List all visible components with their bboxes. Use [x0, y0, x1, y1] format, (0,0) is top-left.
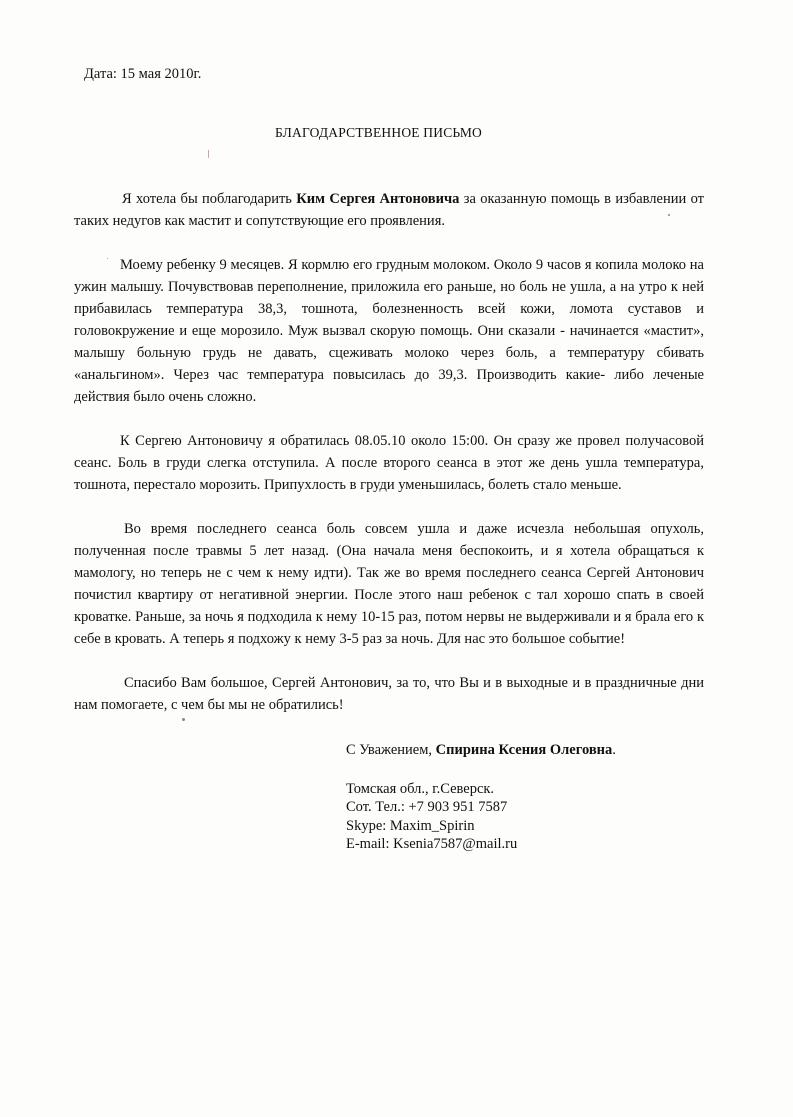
contact-region: Томская обл., г.Северск.: [346, 780, 495, 797]
signature-name: Спирина Ксения Олеговна: [435, 742, 613, 758]
signature-line: [346, 741, 616, 760]
paragraph-gratitude-end: за оказанную помощь в избавлении от таких недугов как мастит и сопутствующие его проявления.: [74, 191, 704, 229]
scan-speck: [182, 718, 185, 721]
paragraph-gratitude-start: Я хотела бы поблагодарить: [122, 191, 297, 207]
letter-body: [74, 188, 704, 738]
contact-details: [346, 780, 616, 854]
paragraph-thanks: Спасибо Вам большое, Сергей Антонович, за то, что Вы и в выходные и в праздничные дни нам помогаете, с чем бы мы не обратились!: [74, 675, 704, 713]
contact-email: E-mail: Ksenia7587@mail.ru: [346, 836, 518, 852]
letter-date: Дата: 15 мая 2010г.: [84, 66, 202, 82]
contact-phone: Сот. Тел.: +7 903 951 7587: [346, 799, 508, 815]
paragraph-treatment: К Сергею Антоновичу я обратилась 08.05.10 около 15:00. Он сразу же провел получасовой сеанс. Боль в груди слегка отступила. А после второго сеанса в этот же день ушла температура, тошнота, перестало морозить. Припухлость в груди уменьшилась, болеть стало меньше.: [74, 433, 704, 493]
paragraph-symptoms: Моему ребенку 9 месяцев. Я кормлю его грудным молоком. Около 9 часов я копила молоко на ужин малышу. Почувствовав переполнение, приложила его раньше, но боль не ушла, а на утро к ней прибавилась температура 38,3, тошнота, болезненность всей кожи, ломота суставов и головокружение и еще морозило. Муж вызвал скорую помощь. Они сказали - начинается «мастит», малышу больную грудь не давать, сцеживать молоко через боль, а температуру сбивать «анальгином». Через час температура повысилась до 39,3. Производить какие- либо леченые действия было очень сложно.: [74, 257, 704, 405]
letter-title: [0, 125, 793, 141]
scan-speck: [668, 214, 670, 216]
contact-skype: Skype: Maxim_Spirin: [346, 817, 475, 834]
scan-speck: [107, 258, 108, 259]
paragraph-gratitude: [74, 188, 704, 232]
signature-block: [346, 741, 616, 854]
scan-speck: [208, 150, 209, 158]
letter-title-text: БЛАГОДАРСТВЕННОЕ ПИСЬМО: [275, 125, 482, 140]
signature-prefix: С Уважением,: [346, 742, 436, 758]
doctor-name: Ким Сергея Антоновича: [296, 191, 460, 207]
signature-suffix: .: [612, 742, 616, 758]
paragraph-last-session: Во время последнего сеанса боль совсем ушла и даже исчезла небольшая опухоль, полученная после травмы 5 лет назад. (Она начала меня беспокоить, и я хотела обращаться к мамологу, но теперь не с чем к нему идти). Так же во время последнего сеанса Сергей Антонович почистил квартиру от негативной энергии. После этого наш ребенок с тал хорошо спать в своей кроватке. Раньше, за ночь я подходила к нему 10-15 раз, потом нервы не выдерживали и я брала его к себе в кровать. А теперь я подхожу к нему 3-5 раз за ночь. Для нас это большое событие!: [74, 521, 704, 647]
